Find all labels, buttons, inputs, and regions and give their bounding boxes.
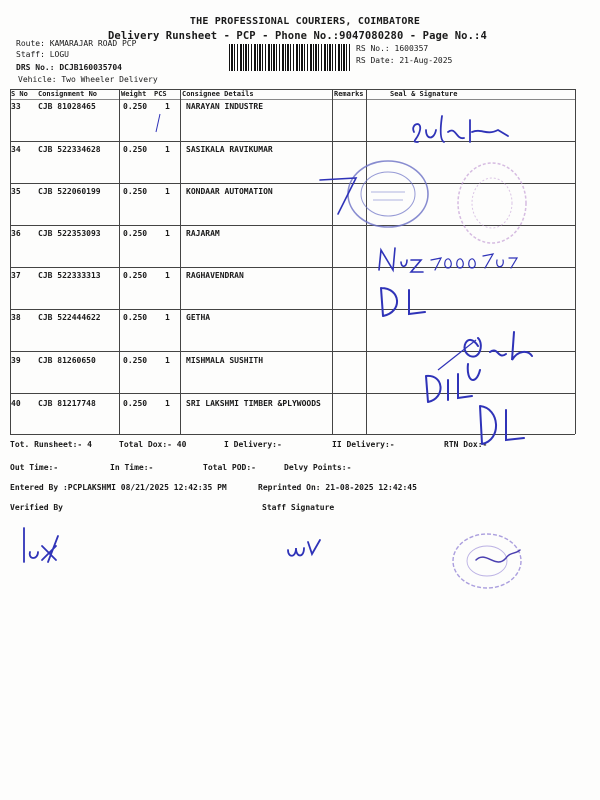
- row-consignment: CJB 81217748: [38, 399, 96, 408]
- barcode: [229, 44, 351, 71]
- row-consignment: CJB 522334628: [38, 145, 101, 154]
- table-row: [10, 356, 575, 398]
- staff-label: Staff: LOGU: [16, 50, 69, 59]
- table-row: [10, 187, 575, 229]
- out-time: Out Time:-: [10, 463, 59, 472]
- verified-by-label: Verified By: [10, 503, 63, 512]
- verified-by-signature: [16, 522, 66, 568]
- i-delivery: I Delivery:-: [224, 440, 282, 449]
- row-consignee: RAGHAVENDRAN: [186, 271, 244, 280]
- row-weight: 0.250: [123, 271, 148, 280]
- row-sno: 39: [11, 356, 21, 365]
- delvy-points: Delvy Points:-: [284, 463, 352, 472]
- bottom-stamp: [448, 530, 526, 592]
- total-dox: Total Dox:- 40: [119, 440, 187, 449]
- route-label: Route: KAMARAJAR ROAD PCP: [16, 39, 137, 48]
- runsheet-title: Delivery Runsheet - PCP - Phone No.:9047080280 - Page No.:4: [108, 30, 487, 42]
- in-time: In Time:-: [110, 463, 154, 472]
- table-row: [10, 229, 575, 271]
- row-sno: 40: [11, 399, 21, 408]
- row-weight: 0.250: [123, 187, 148, 196]
- row-pcs: 1: [165, 187, 170, 196]
- table-row: [10, 399, 575, 441]
- row-pcs: 1: [165, 102, 170, 111]
- rs-date: RS Date: 21-Aug-2025: [356, 56, 453, 65]
- row-weight: 0.250: [123, 313, 148, 322]
- col-header-remarks: Remarks: [334, 90, 364, 98]
- row-consignee: KONDAAR AUTOMATION: [186, 187, 273, 196]
- table-row: [10, 313, 575, 355]
- row-pcs: 1: [165, 271, 170, 280]
- col-header-pcs: PCS: [154, 90, 167, 98]
- row-sno: 38: [11, 313, 21, 322]
- delivery-table: [10, 89, 575, 434]
- row-consignment: CJB 522353093: [38, 229, 101, 238]
- col-header-weight: Weight: [121, 90, 147, 98]
- row-weight: 0.250: [123, 102, 148, 111]
- row-sno: 37: [11, 271, 21, 280]
- total-runsheet: Tot. Runsheet:- 4: [10, 440, 92, 449]
- row-pcs: 1: [165, 399, 170, 408]
- row-consignee: NARAYAN INDUSTRE: [186, 102, 264, 111]
- row-consignee: SASIKALA RAVIKUMAR: [186, 145, 273, 154]
- col-header-sno: S No: [11, 90, 28, 98]
- row-consignee: GETHA: [186, 313, 211, 322]
- row-pcs: 1: [165, 356, 170, 365]
- row-consignment: CJB 81260650: [38, 356, 96, 365]
- row-pcs: 1: [165, 145, 170, 154]
- row-consignment: CJB 522444622: [38, 313, 101, 322]
- row-sno: 36: [11, 229, 21, 238]
- table-row: [10, 271, 575, 313]
- row-sno: 33: [11, 102, 21, 111]
- rtn-dox: RTN Dox:-: [444, 440, 488, 449]
- staff-signature-label: Staff Signature: [262, 503, 335, 512]
- row-sno: 35: [11, 187, 21, 196]
- reprinted-on: Reprinted On: 21-08-2025 12:42:45: [258, 483, 417, 492]
- row-weight: 0.250: [123, 145, 148, 154]
- row-weight: 0.250: [123, 229, 148, 238]
- row-weight: 0.250: [123, 399, 148, 408]
- row-sno: 34: [11, 145, 21, 154]
- drs-value: DCJB160035704: [59, 63, 122, 72]
- entered-by: Entered By :PCPLAKSHMI 08/21/2025 12:42:35 PM: [10, 483, 227, 492]
- bottom-stamp-signature: [470, 540, 530, 580]
- vehicle-label: Vehicle: Two Wheeler Delivery: [18, 75, 158, 84]
- ii-delivery: II Delivery:-: [332, 440, 395, 449]
- row-consignee: MISHMALA SUSHITH: [186, 356, 264, 365]
- row-consignee: SRI LAKSHMI TIMBER &PLYWOODS: [186, 399, 321, 408]
- row-consignment: CJB 81028465: [38, 102, 96, 111]
- table-row: [10, 145, 575, 187]
- table-row: [10, 102, 575, 144]
- row-consignment: CJB 522060199: [38, 187, 101, 196]
- row-weight: 0.250: [123, 356, 148, 365]
- staff-signature: [282, 530, 332, 560]
- company-name: THE PROFESSIONAL COURIERS, COIMBATORE: [189, 16, 421, 27]
- drs-number: [16, 63, 122, 72]
- row-consignment: CJB 522333313: [38, 271, 101, 280]
- row-pcs: 1: [165, 229, 170, 238]
- total-pod: Total POD:-: [203, 463, 256, 472]
- row-consignee: RAJARAM: [186, 229, 220, 238]
- rs-number: RS No.: 1600357: [356, 44, 429, 53]
- col-header-consignment: Consignment No: [38, 90, 98, 98]
- row-pcs: 1: [165, 313, 170, 322]
- col-header-seal: Seal & Signature: [390, 90, 458, 98]
- drs-label: DRS No.:: [16, 63, 55, 72]
- col-header-consignee: Consignee Details: [182, 90, 254, 98]
